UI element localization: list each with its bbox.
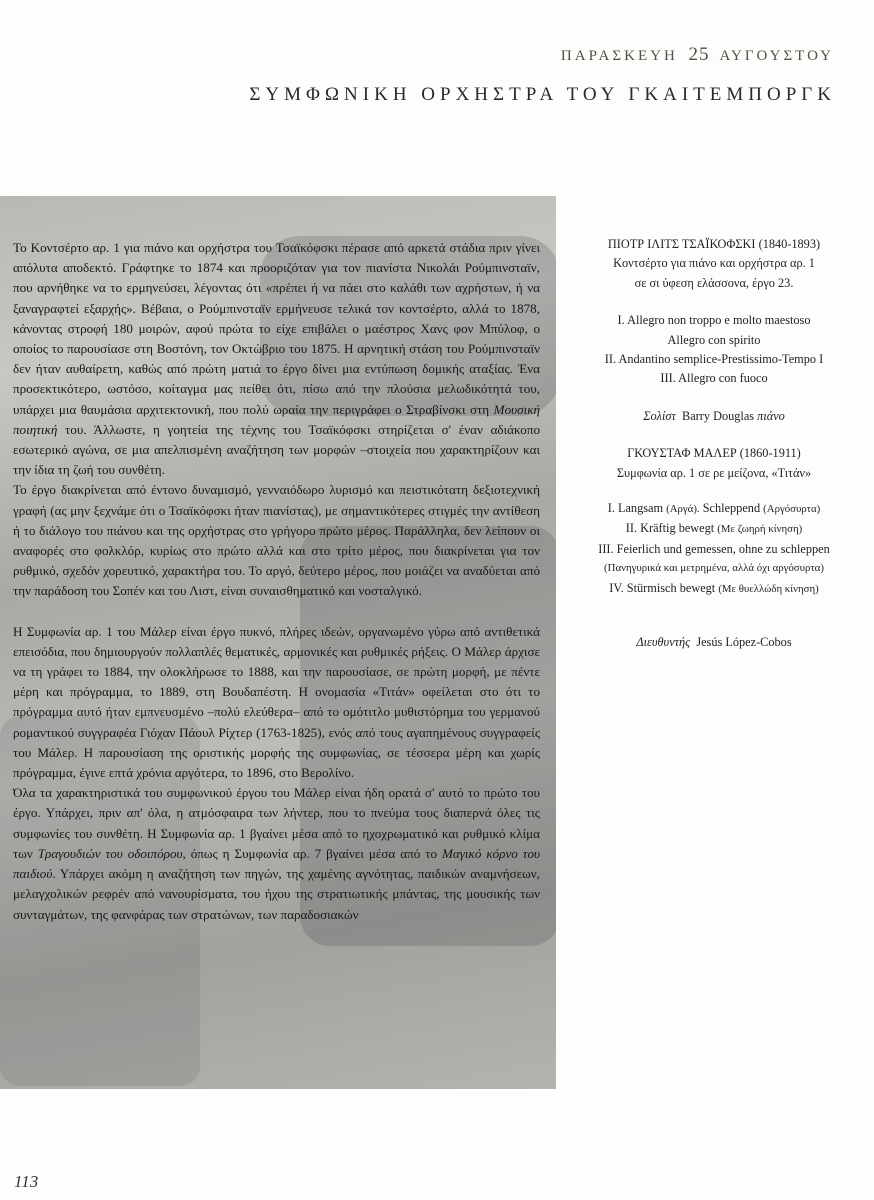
- work-title: Συμφωνία αρ. 1 σε ρε μείζονα, «Τιτάν»: [616, 465, 812, 480]
- work-title: Κοντσέρτο για πιάνο και ορχήστρα αρ. 1: [613, 256, 815, 271]
- page-number: 113: [14, 1172, 39, 1191]
- page-title: ΣΥΜΦΩΝΙΚΗ ΟΡΧΗΣΤΡΑ ΤΟΥ ΓΚΑΙΤΕΜΠΟΡΓΚ: [249, 84, 836, 105]
- article-paragraph: Η Συμφωνία αρ. 1 του Μάλερ είναι έργο πυκνό, πλήρες ιδεών, οργανωμένο γύρω από αντιθετικά επεισόδια, που δημιουργούν πολλαπλές θεματικές, αρμονικές και ρυθμικές ρήξεις. Ο Μάλερ άρχισε να τη γράφει το 1884, την ολοκλήρωσε το 1888, και την παρουσίασε, σε πρώτη μορφή, με πέντε μέρη και πρόγραμμα, το 1889, στη Βουδαπέστη. Η ονομασία «Τιτάν» οφείλεται στο ότι το πρόγραμμα αυτό ήταν εμπνευσμένο –πολύ ελεύθερα– από το ομότιτλο μυθιστόρημα του γερμανού ρομαντικού συγγραφέα Γιόχαν Πάουλ Ρίχτερ (1763-1825), ενός από τους αγαπημένους συγγραφείς του Μάλερ. Η παρουσίαση της οριστικής μορφής της συμφωνίας, σε τέσσερα μέρη και χωρίς πρόγραμμα, έγινε επτά χρόνια αργότερα, το 1896, στο Βερολίνο.: [13, 623, 540, 781]
- conductor: Διευθυντής Jesús López-Cobos: [636, 635, 792, 650]
- program-listing: [574, 235, 854, 653]
- composer-heading: ΠΙΟΤΡ ΙΛΙΤΣ ΤΣΑΪΚΟΦΣΚΙ (1840-1893): [607, 237, 821, 251]
- movement: I. Langsam (Αργά). Schleppend (Αργόσυρτα): [607, 501, 821, 516]
- movement: II. Andantino semplice-Prestissimo-Tempo I: [604, 352, 824, 367]
- concert-date: [561, 44, 834, 66]
- movement: I. Allegro non troppo e molto maestoso: [617, 313, 811, 328]
- movement: III. Feierlich und gemessen, ohne zu schleppen: [598, 541, 830, 556]
- article-paragraph: Το έργο διακρίνεται από έντονο δυναμισμό, γενναιόδωρο λυρισμό και πειστικότατη δεξιοτεχνική γραφή (ας μην ξεχνάμε ότι ο Τσαϊκόφσκι ήταν πιανίστας), με σημαντικότερες στιγμές την αντίθεση ή το διάλογο του πιάνου και της ορχήστρας στο γρήγορο πρώτο μέρος. Παράλληλα, δεν λείπουν οι αναφορές στο φολκλόρ, κυρίως στο πρώτο αλλά και στο τρίτο μέρος, που διακρίνεται για τον ρυθμικό, σχεδόν χορευτικό, χαρακτήρα του. Το αργό, δεύτερο μέρος, που μοιάζει να αναδύεται από την παράδοση του Σοπέν και του Λιστ, είναι συναισθηματικό και νοσταλγικό.: [13, 482, 540, 599]
- date-month: ΑΥΓΟΥΣΤΟΥ: [719, 48, 834, 64]
- movement: III. Allegro con fuoco: [660, 371, 768, 386]
- article-paragraph: Όλα τα χαρακτηριστικά του συμφωνικού έργου του Μάλερ είναι ήδη ορατά σ' αυτό το πρώτο του έργο. Υπάρχει, πριν απ' όλα, η ατμόσφαιρα των λήντερ, που το πνεύμα τους διαπερνά όλες τις συμφωνίες του συνθέτη. Η Συμφωνία αρ. 1 βγαίνει μέσα από το ηχοχρωματικό και ρυθμικό κλίμα των Τραγουδιών του οδοιπόρου, όπως η Συμφωνία αρ. 7 βγαίνει μέσα από το Μαγικό κόρνο του παιδιού. Υπάρχει ακόμη η αναζήτηση των πηγών, της χαμένης αγνότητας, παιδικών αναμνήσεων, μελαγχολικών ρεφρέν από νανουρίσματα, του ήχου της στρατιωτικής μπάντας, της μουσικής των συνταγμάτων, της φανφάρας των στρατώνων, των παραδοσιακών: [13, 785, 540, 922]
- movement: II. Kräftig bewegt (Με ζωηρή κίνηση): [625, 521, 803, 536]
- movement: Allegro con spirito: [667, 332, 761, 347]
- soloist: Σολίστ Barry Douglas πιάνο: [643, 408, 785, 423]
- article-paragraph: Το Κοντσέρτο αρ. 1 για πιάνο και ορχήστρα του Τσαϊκόφσκι πέρασε από αρκετά στάδια πριν γίνει απόλυτα αποδεκτό. Γράφτηκε το 1874 και προοριζόταν για τον πιανίστα Νικολάι Ρούμπινσταϊν, που αρνήθηκε να το ερμηνεύσει, λέγοντας ότι «πρέπει ή να πάει στο καλάθι των αχρήστων, ή να ξαναγραφτεί εξαρχής». Βέβαια, ο Ρούμπινσταϊν ερμήνευσε τελικά τον κοντσέρτο, αλλά το 1878, κάνοντας στροφή 180 μοιρών, αφού πρώτα το είχε επιβάλει ο μαέστρος Χανς φον Μπύλοφ, ο οποίος το παρουσίασε στη Βοστόνη, τον Οκτώβριο του 1875. Η αρνητική στάση του Ρούμπινσταϊν δεν ήταν αυθαίρετη, καθώς από πρώτη ματιά το έργο δίνει μια εντύπωση δομικής αταξίας. Ένα προσεκτικότερο, ωστόσο, κοίταγμα μας πείθει ότι, πίσω από την πλούσια μελωδικότητά του, υπάρχει μια θαυμάσια αρχιτεκτονική, που πολύ ωραία την περιγράφει ο Στραβίνσκι στη Μουσική ποιητική του. Άλλωστε, η γοητεία της τέχνης του Τσαϊκόφσκι στηρίζεται σ' έναν αδιάκοπο εσωτερικό αγώνα, σε μια απελπισμένη αναζήτηση των μορφών –στοιχεία που χαρακτηρίζουν και την ίδια τη ζωή του συνθέτη.: [13, 240, 540, 478]
- article-body: [13, 238, 540, 925]
- movement-note: (Πανηγυρικά και μετρημένα, αλλά όχι αργόσυρτα): [604, 562, 824, 575]
- date-number: 25: [688, 44, 710, 65]
- work-title: σε σι ύφεση ελάσσονα, έργο 23.: [634, 275, 794, 290]
- composer-heading: ΓΚΟΥΣΤΑΦ ΜΑΛΕΡ (1860-1911): [627, 446, 801, 461]
- article-panel: [0, 196, 556, 1089]
- date-day: ΠΑΡΑΣΚΕΥΗ: [560, 48, 678, 64]
- movement: IV. Stürmisch bewegt (Με θυελλώδη κίνηση): [609, 580, 819, 595]
